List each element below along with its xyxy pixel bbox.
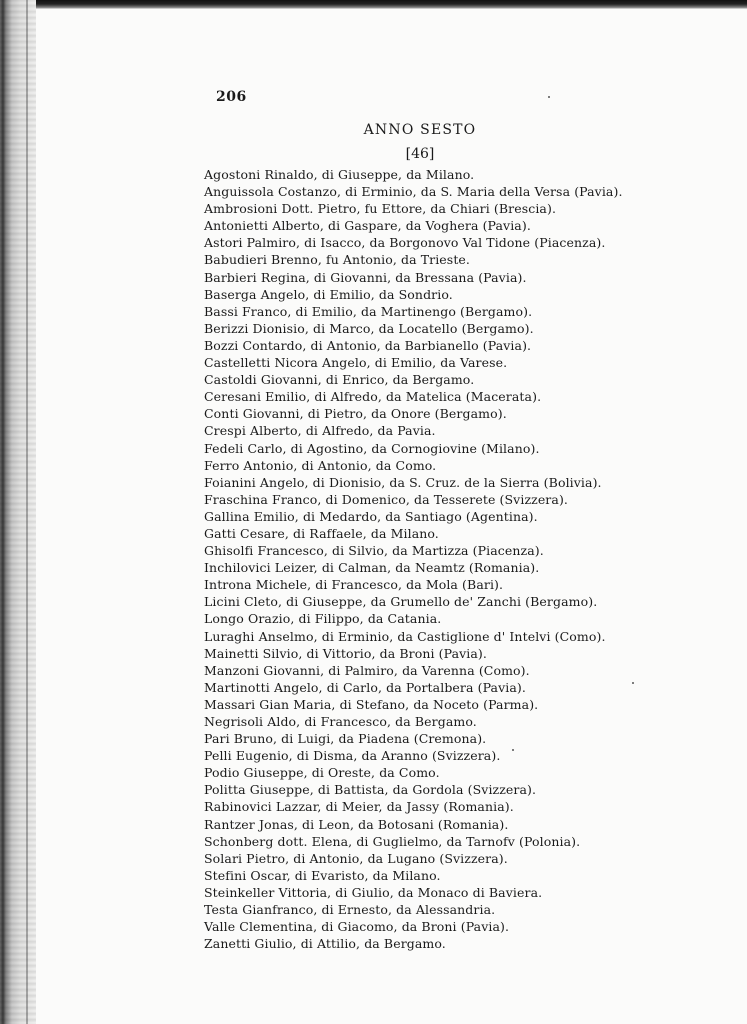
group-number: [46] [405, 146, 435, 162]
list-item: Introna Michele, di Francesco, da Mola (Bari). [204, 577, 504, 593]
list-item: Rabinovici Lazzar, di Meier, da Jassy (Romania). [204, 799, 514, 815]
list-item: Stefini Oscar, di Evaristo, da Milano. [204, 867, 441, 883]
list-item: Baserga Angelo, di Emilio, da Sondrio. [204, 286, 453, 302]
list-item: Fedeli Carlo, di Agostino, da Cornogiovine (Milano). [204, 440, 540, 456]
list-item: Steinkeller Vittoria, di Giulio, da Monaco di Baviera. [204, 884, 543, 900]
scan-speck [632, 682, 634, 684]
left-binding-line [26, 0, 28, 1024]
list-item: Babudieri Brenno, fu Antonio, da Trieste. [204, 252, 471, 268]
scan-speck [512, 749, 514, 751]
list-item: Ambrosioni Dott. Pietro, fu Ettore, da Chiari (Brescia). [204, 201, 557, 217]
list-item: Luraghi Anselmo, di Erminio, da Castiglione d' Intelvi (Como). [204, 628, 606, 644]
list-item: Antonietti Alberto, di Gaspare, da Voghera (Pavia). [204, 218, 531, 234]
list-item: Rantzer Jonas, di Leon, da Botosani (Romania). [204, 816, 509, 832]
list-item: Castoldi Giovanni, di Enrico, da Bergamo. [204, 372, 475, 388]
list-item: Agostoni Rinaldo, di Giuseppe, da Milano. [204, 167, 475, 182]
list-item: Licini Cleto, di Giuseppe, da Grumello de' Zanchi (Bergamo). [204, 594, 598, 610]
list-item: Gallina Emilio, di Medardo, da Santiago (Agentina). [204, 508, 538, 524]
list-item: Fraschina Franco, di Domenico, da Tesserete (Svizzera). [204, 491, 568, 507]
list-item: Crespi Alberto, di Alfredo, da Pavia. [204, 423, 436, 439]
scan-speck [548, 96, 550, 98]
list-item: Pelli Eugenio, di Disma, da Aranno (Svizzera). [204, 748, 501, 764]
list-item: Testa Gianfranco, di Ernesto, da Alessandria. [204, 902, 496, 918]
list-item: Ceresani Emilio, di Alfredo, da Matelica (Macerata). [204, 389, 542, 405]
list-item: Barbieri Regina, di Giovanni, da Bressana (Pavia). [204, 269, 527, 285]
list-item: Castelletti Nicora Angelo, di Emilio, da Varese. [204, 355, 508, 371]
list-item: Valle Clementina, di Giacomo, da Broni (Pavia). [204, 919, 510, 935]
section-heading: ANNO SESTO [363, 122, 477, 138]
list-item: Zanetti Giulio, di Attilio, da Bergamo. [204, 936, 446, 952]
list-item: Schonberg dott. Elena, di Guglielmo, da Tarnofv (Polonia). [204, 833, 581, 849]
list-item: Manzoni Giovanni, di Palmiro, da Varenna (Como). [204, 662, 530, 678]
list-item: Conti Giovanni, di Pietro, da Onore (Bergamo). [204, 406, 507, 422]
list-item: Ghisolfi Francesco, di Silvio, da Martizza (Piacenza). [204, 543, 544, 559]
left-binding-edge [0, 0, 36, 1024]
list-item: Inchilovici Leizer, di Calman, da Neamtz (Romania). [204, 560, 540, 576]
list-item: Foianini Angelo, di Dionisio, da S. Cruz. de la Sierra (Bolivia). [204, 474, 602, 490]
list-item: Pari Bruno, di Luigi, da Piadena (Cremona). [204, 731, 487, 747]
list-item: Massari Gian Maria, di Stefano, da Noceto (Parma). [204, 696, 539, 712]
list-item: Bozzi Contardo, di Antonio, da Barbianello (Pavia). [204, 337, 532, 353]
list-item: Solari Pietro, di Antonio, da Lugano (Svizzera). [204, 850, 508, 866]
list-item: Negrisoli Aldo, di Francesco, da Bergamo. [204, 714, 477, 729]
page-number: 206 [216, 89, 247, 105]
list-item: Gatti Cesare, di Raffaele, da Milano. [204, 525, 439, 541]
list-item: Bassi Franco, di Emilio, da Martinengo (Bergamo). [204, 303, 533, 319]
name-list [204, 166, 724, 952]
list-item: Podio Giuseppe, di Oreste, da Como. [204, 765, 440, 781]
list-item: Martinotti Angelo, di Carlo, da Portalbera (Pavia). [204, 679, 526, 695]
list-item: Ferro Antonio, di Antonio, da Como. [204, 457, 437, 473]
list-item: Mainetti Silvio, di Vittorio, da Broni (Pavia). [204, 645, 487, 661]
list-item: Berizzi Dionisio, di Marco, da Locatello (Bergamo). [204, 320, 534, 336]
list-item: Astori Palmiro, di Isacco, da Borgonovo Val Tidone (Piacenza). [204, 235, 606, 251]
list-item: Politta Giuseppe, di Battista, da Gordola (Svizzera). [204, 782, 537, 798]
top-scan-border [0, 0, 747, 9]
list-item: Anguissola Costanzo, di Erminio, da S. Maria della Versa (Pavia). [204, 184, 623, 200]
list-item: Longo Orazio, di Filippo, da Catania. [204, 611, 442, 627]
